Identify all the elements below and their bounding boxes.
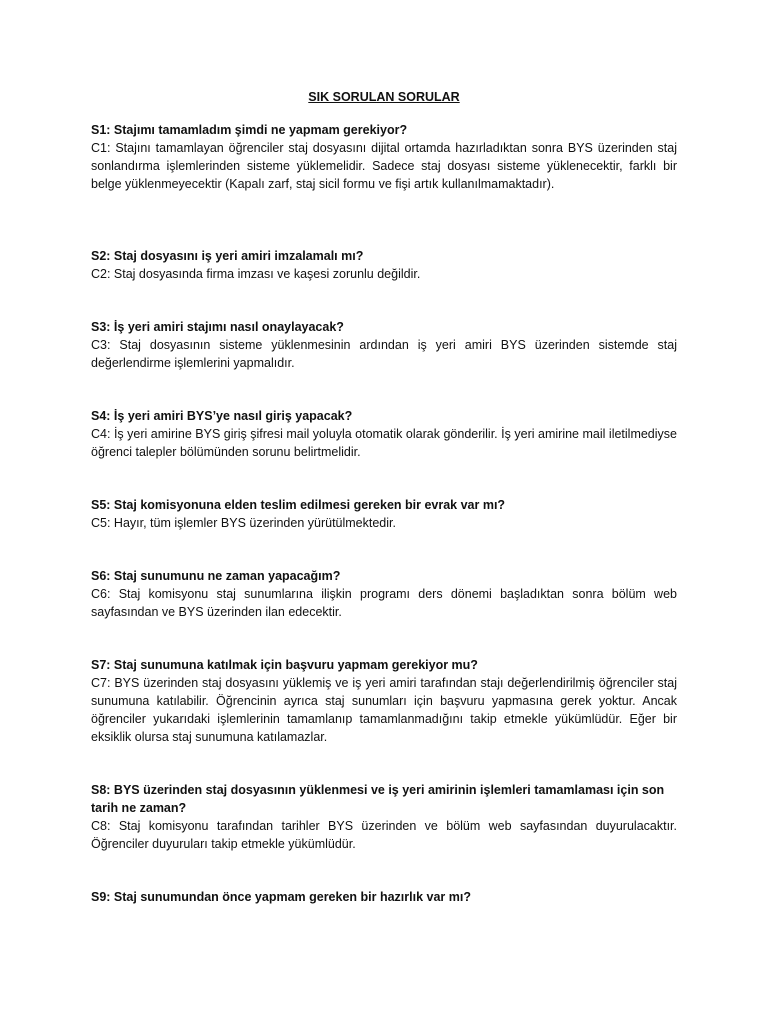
question-2: S2: Staj dosyasını iş yeri amiri imzalamalı mı?	[91, 249, 364, 263]
question-4: S4: İş yeri amiri BYS’ye nasıl giriş yapacak?	[91, 409, 353, 423]
answer-5: C5: Hayır, tüm işlemler BYS üzerinden yürütülmektedir.	[91, 516, 396, 530]
faq-item-5	[91, 496, 677, 532]
faq-item-8	[91, 781, 677, 853]
answer-4: C4: İş yeri amirine BYS giriş şifresi mail yoluyla otomatik olarak gönderilir. İş yeri amirine mail iletilmediyse öğrenci talepler bölümünden sorunu belirtmelidir.	[91, 427, 677, 459]
faq-item-4	[91, 407, 677, 461]
faq-item-9	[91, 888, 677, 906]
question-9: S9: Staj sunumundan önce yapmam gereken bir hazırlık var mı?	[91, 890, 471, 904]
faq-item-6	[91, 567, 677, 621]
answer-3: C3: Staj dosyasının sisteme yüklenmesinin ardından iş yeri amiri BYS üzerinden sistemde staj değerlendirme işlemlerini yapmalıdır.	[91, 338, 677, 370]
question-8: S8: BYS üzerinden staj dosyasının yüklenmesi ve iş yeri amirinin işlemleri tamamlaması için son tarih ne zaman?	[91, 783, 665, 815]
faq-item-2	[91, 247, 677, 283]
question-1: S1: Stajımı tamamladım şimdi ne yapmam gerekiyor?	[91, 123, 408, 137]
faq-item-1	[91, 121, 677, 193]
page-title: SIK SORULAN SORULAR	[308, 90, 460, 104]
question-7: S7: Staj sunumuna katılmak için başvuru yapmam gerekiyor mu?	[91, 658, 478, 672]
question-3: S3: İş yeri amiri stajımı nasıl onaylayacak?	[91, 320, 344, 334]
answer-1: C1: Stajını tamamlayan öğrenciler staj dosyasını dijital ortamda hazırladıktan sonra BYS üzerinden staj sonlandırma işlemlerinden sisteme yüklemelidir. Sadece staj dosyası sisteme yüklenecektir, farklı bir belge yüklenmeyecektir (Kapalı zarf, staj sicil formu ve fişi artık kullanılmamaktadır).	[91, 141, 677, 191]
question-6: S6: Staj sunumunu ne zaman yapacağım?	[91, 569, 341, 583]
faq-item-7	[91, 656, 677, 746]
document-page	[91, 0, 677, 1024]
question-5: S5: Staj komisyonuna elden teslim edilmesi gereken bir evrak var mı?	[91, 498, 506, 512]
answer-6: C6: Staj komisyonu staj sunumlarına ilişkin programı ders dönemi başladıktan sonra bölüm web sayfasından ve BYS üzerinden ilan edecektir.	[91, 587, 677, 619]
faq-item-3	[91, 318, 677, 372]
answer-7: C7: BYS üzerinden staj dosyasını yüklemiş ve iş yeri amiri tarafından stajı değerlendirilmiş öğrenciler staj sunumuna katılabilir. Öğrencinin ayrıca staj sunumları için başvuru yapmasına gerek yoktur. Ancak öğrenciler yukarıdaki işlemlerinin tamamlanıp tamamlanmadığını takip etmekle yükümlüdür. Eğer bir eksiklik olursa staj sunumuna katılamazlar.	[91, 676, 677, 744]
answer-8: C8: Staj komisyonu tarafından tarihler BYS üzerinden ve bölüm web sayfasından duyurulacaktır. Öğrenciler duyuruları takip etmekle yükümlüdür.	[91, 819, 677, 851]
answer-2: C2: Staj dosyasında firma imzası ve kaşesi zorunlu değildir.	[91, 267, 421, 281]
